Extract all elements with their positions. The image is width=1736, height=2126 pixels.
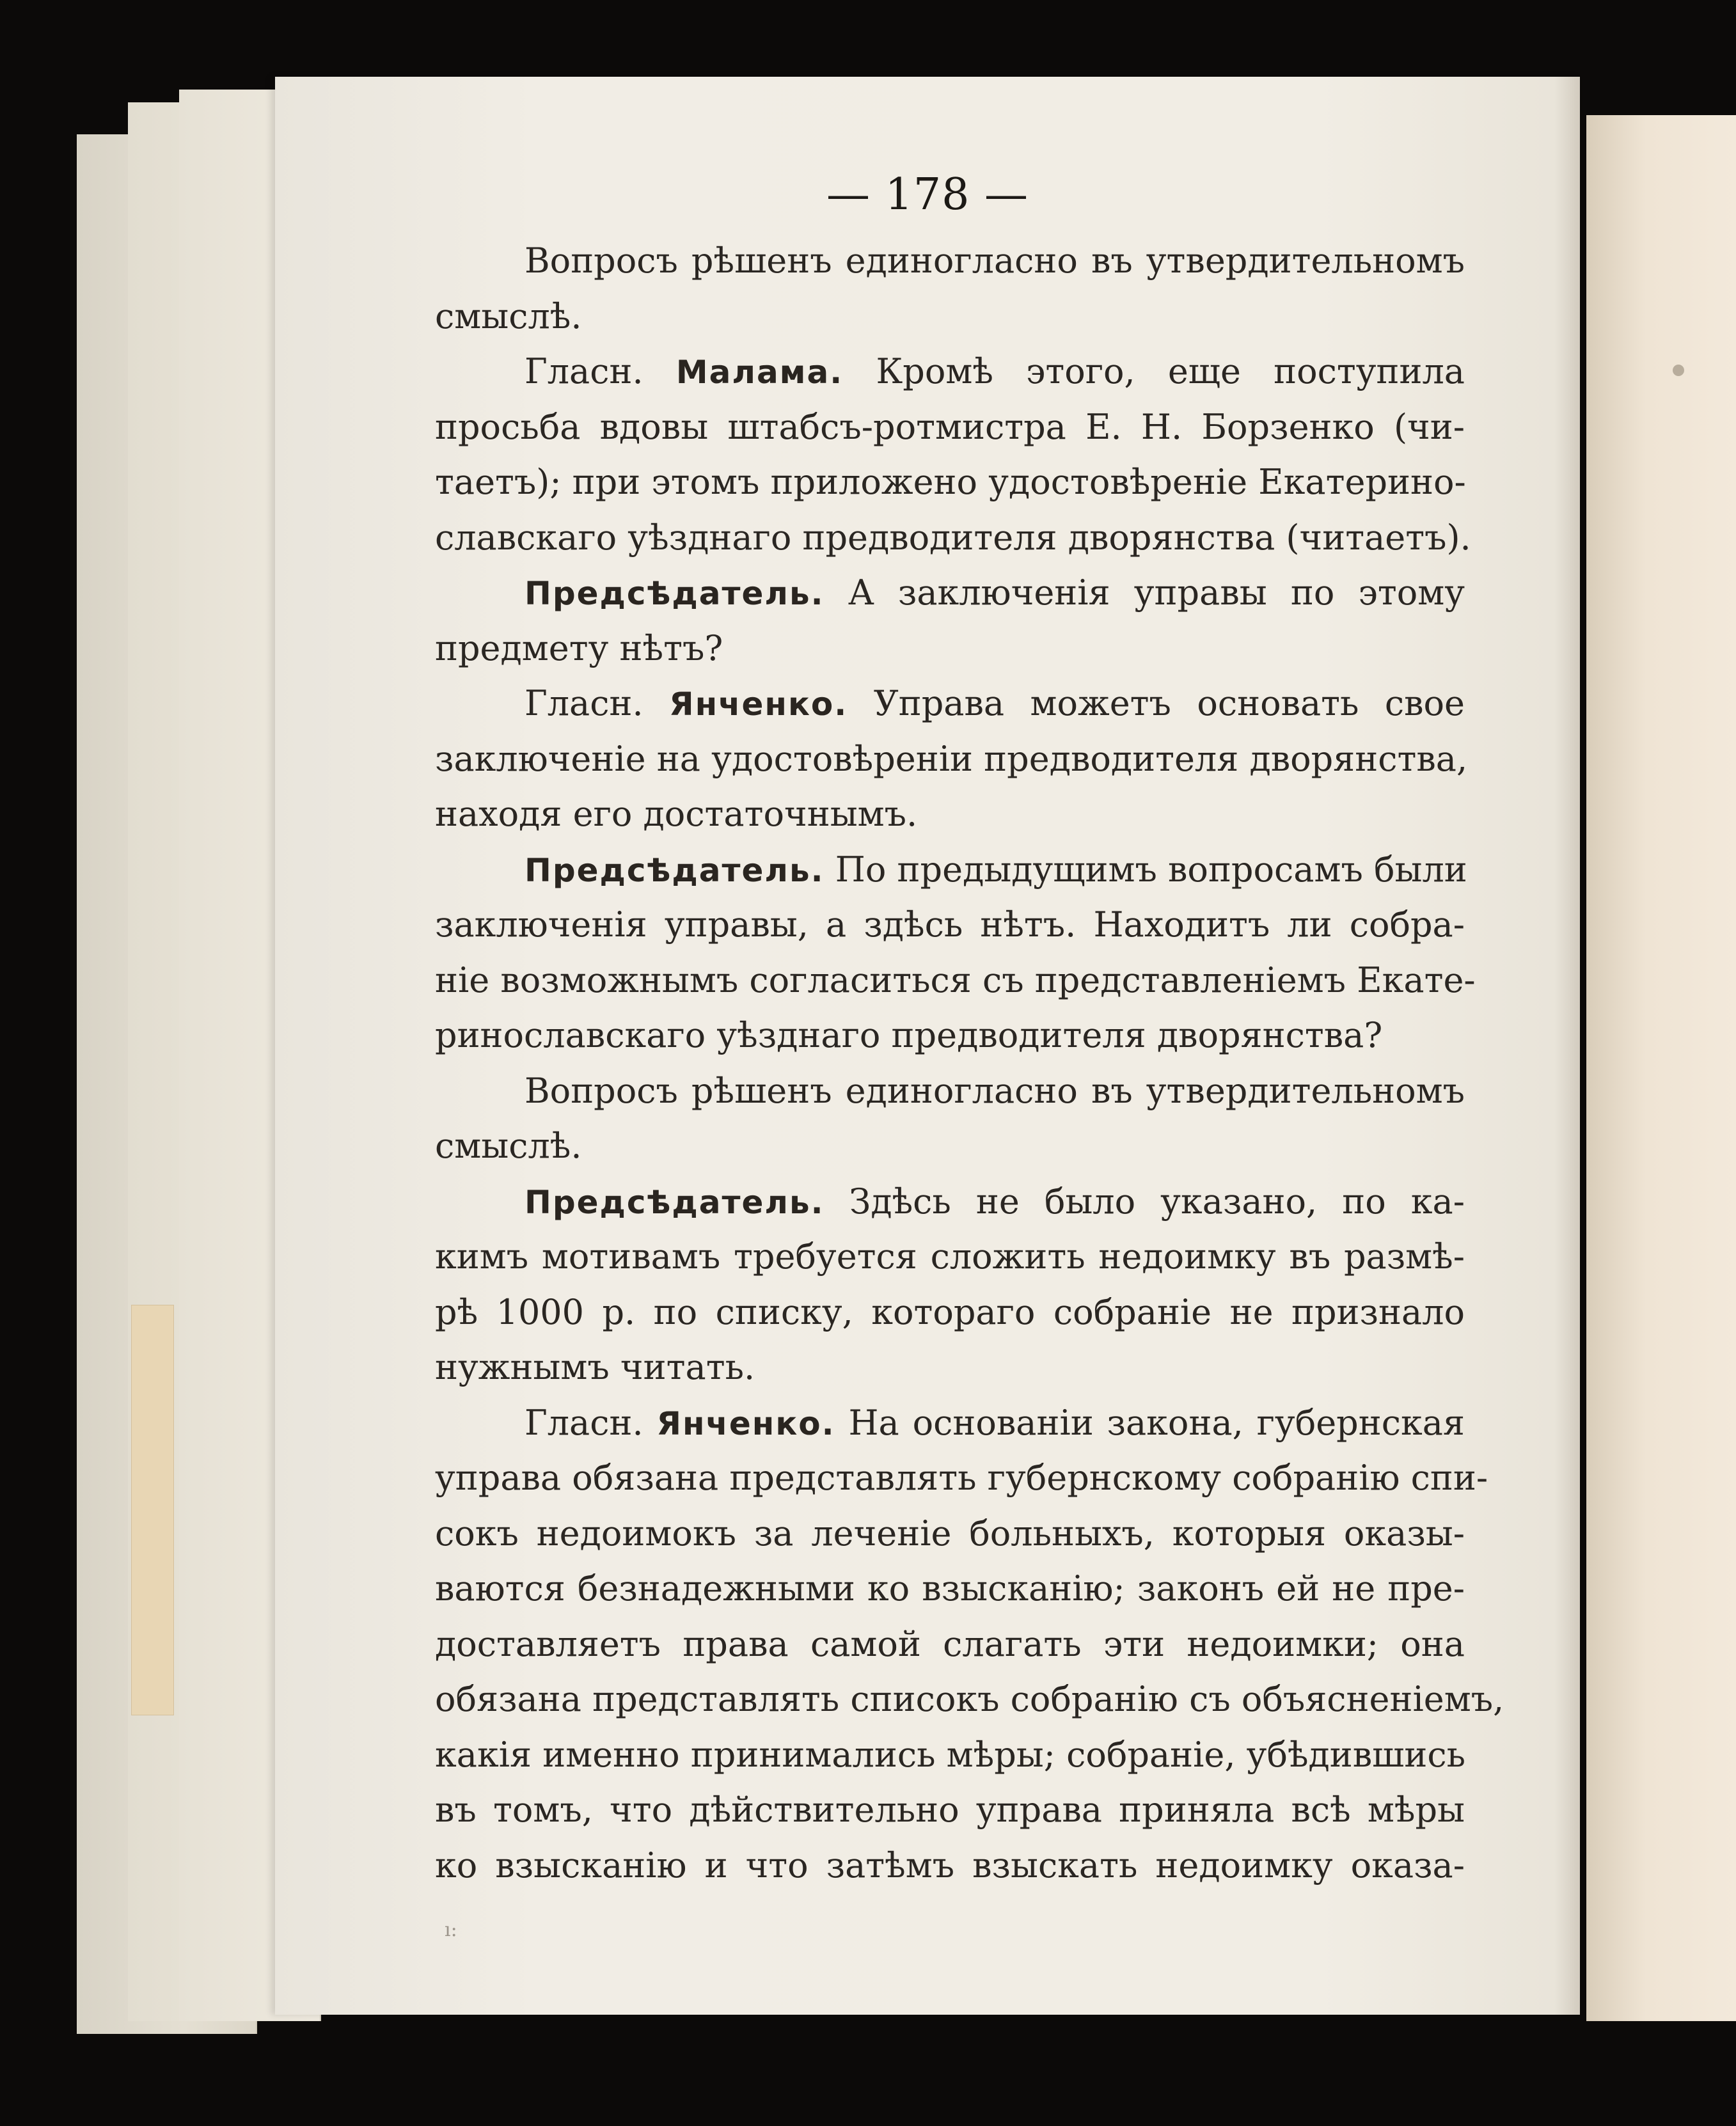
- text-line: [435, 1561, 1465, 1617]
- line-text: обязана представлять списокъ собранію съ объясненіемъ,: [435, 1679, 1504, 1719]
- text-line: [435, 1008, 1465, 1064]
- text-line: [435, 1174, 1465, 1230]
- line-text: нужнымъ читать.: [435, 1347, 755, 1387]
- line-text: въ томъ, что дѣйствительно управа приняла всѣ мѣры: [435, 1790, 1465, 1830]
- text-line: [435, 1838, 1465, 1894]
- text-line: [435, 1451, 1488, 1506]
- text-line: [435, 676, 1465, 732]
- page-number: — 178 —: [826, 169, 1029, 220]
- text-line: [435, 565, 1465, 621]
- text-line: [435, 1340, 1465, 1396]
- text-line: [435, 897, 1465, 953]
- speaker-name: Янченко.: [656, 1405, 835, 1442]
- line-text: сокъ недоимокъ за леченіе больныхъ, которыя оказы-: [435, 1513, 1465, 1554]
- text-line: [435, 621, 1465, 677]
- paper-spot: [1673, 365, 1684, 376]
- line-text: заключеніе на удостовѣреніи предводителя дворянства,: [435, 738, 1468, 779]
- speaker-name: Янченко.: [669, 686, 848, 723]
- speaker-name: Предсѣдатель.: [525, 575, 825, 612]
- line-text: смыслѣ.: [435, 295, 582, 336]
- text-line: [435, 732, 1468, 787]
- line-text: находя его достаточнымъ.: [435, 794, 918, 834]
- bleed-through-mark: ı:: [445, 1919, 457, 1941]
- text-line: [435, 842, 1465, 898]
- line-text: Управа можетъ основать свое: [873, 683, 1465, 723]
- line-text: ваются безнадежными ко взысканію; законъ ей не пре-: [435, 1568, 1465, 1609]
- line-text: На основаніи закона, губернская: [848, 1402, 1465, 1443]
- line-text: А заключенія управы по этому: [848, 572, 1465, 613]
- text-line: [435, 510, 1471, 566]
- line-text: рѣ 1000 р. по списку, котораго собраніе не признало: [435, 1291, 1465, 1332]
- speaker-title: Гласн.: [525, 1402, 657, 1443]
- text-line: [435, 1617, 1465, 1673]
- line-text: заключенія управы, а здѣсь нѣтъ. Находитъ ли собра-: [435, 904, 1465, 945]
- line-text: славскаго уѣзднаго предводителя дворянства (читаетъ).: [435, 517, 1471, 558]
- line-text: ринославскаго уѣзднаго предводителя дворянства?: [435, 1015, 1383, 1055]
- speaker-name: Малама.: [675, 354, 844, 391]
- text-line: [435, 1728, 1465, 1783]
- line-text: управа обязана представлять губернскому собранію спи-: [435, 1458, 1488, 1498]
- line-text: какія именно принимались мѣры; собраніе, убѣдившись: [435, 1734, 1466, 1775]
- line-text: Вопросъ рѣшенъ единогласно въ утвердительномъ: [525, 240, 1465, 281]
- paper-tab-strip: [131, 1305, 174, 1715]
- text-line: [435, 953, 1476, 1009]
- text-line: [435, 1285, 1465, 1341]
- speaker-title: Гласн.: [525, 683, 670, 723]
- text-line: [435, 1064, 1465, 1119]
- line-text: предмету нѣтъ?: [435, 627, 723, 668]
- text-line: [435, 1672, 1504, 1728]
- line-text: смыслѣ.: [435, 1126, 582, 1166]
- text-line: [435, 344, 1465, 400]
- line-text: ко взысканію и что затѣмъ взыскать недоимку оказа-: [435, 1845, 1465, 1886]
- page-gutter-shadow: [1554, 77, 1580, 2015]
- speaker-name: Предсѣдатель.: [525, 1183, 825, 1221]
- line-text: Вопросъ рѣшенъ единогласно въ утвердительномъ: [525, 1070, 1465, 1111]
- facing-page: [1586, 115, 1736, 2021]
- line-text: Кромѣ этого, еще поступила: [876, 351, 1465, 391]
- page-text-body: [435, 233, 1504, 1893]
- text-line: [435, 400, 1465, 455]
- text-line: [435, 233, 1465, 289]
- text-line: [435, 1119, 1465, 1174]
- text-line: [435, 1506, 1465, 1562]
- text-line: [435, 1783, 1465, 1838]
- book-page: [275, 77, 1580, 2015]
- text-line: [435, 787, 1465, 842]
- line-text: Здѣсь не было указано, по ка-: [849, 1181, 1465, 1222]
- line-text: просьба вдовы штабсъ-ротмистра Е. Н. Борзенко (чи-: [435, 406, 1465, 447]
- line-text: ніе возможнымъ согласиться съ представленіемъ Екате-: [435, 959, 1476, 1000]
- line-text: кимъ мотивамъ требуется сложить недоимку въ размѣ-: [435, 1236, 1465, 1277]
- line-text: доставляетъ права самой слагать эти недоимки; она: [435, 1623, 1465, 1664]
- speaker-title: Гласн.: [525, 351, 676, 391]
- line-text: таетъ); при этомъ приложено удостовѣреніе Екатерино-: [435, 462, 1466, 502]
- line-text: По предыдущимъ вопросамъ были: [835, 849, 1467, 890]
- text-line: [435, 289, 1465, 345]
- speaker-name: Предсѣдатель.: [525, 851, 825, 889]
- text-line: [435, 455, 1465, 510]
- text-line: [435, 1229, 1465, 1285]
- text-line: [435, 1396, 1465, 1451]
